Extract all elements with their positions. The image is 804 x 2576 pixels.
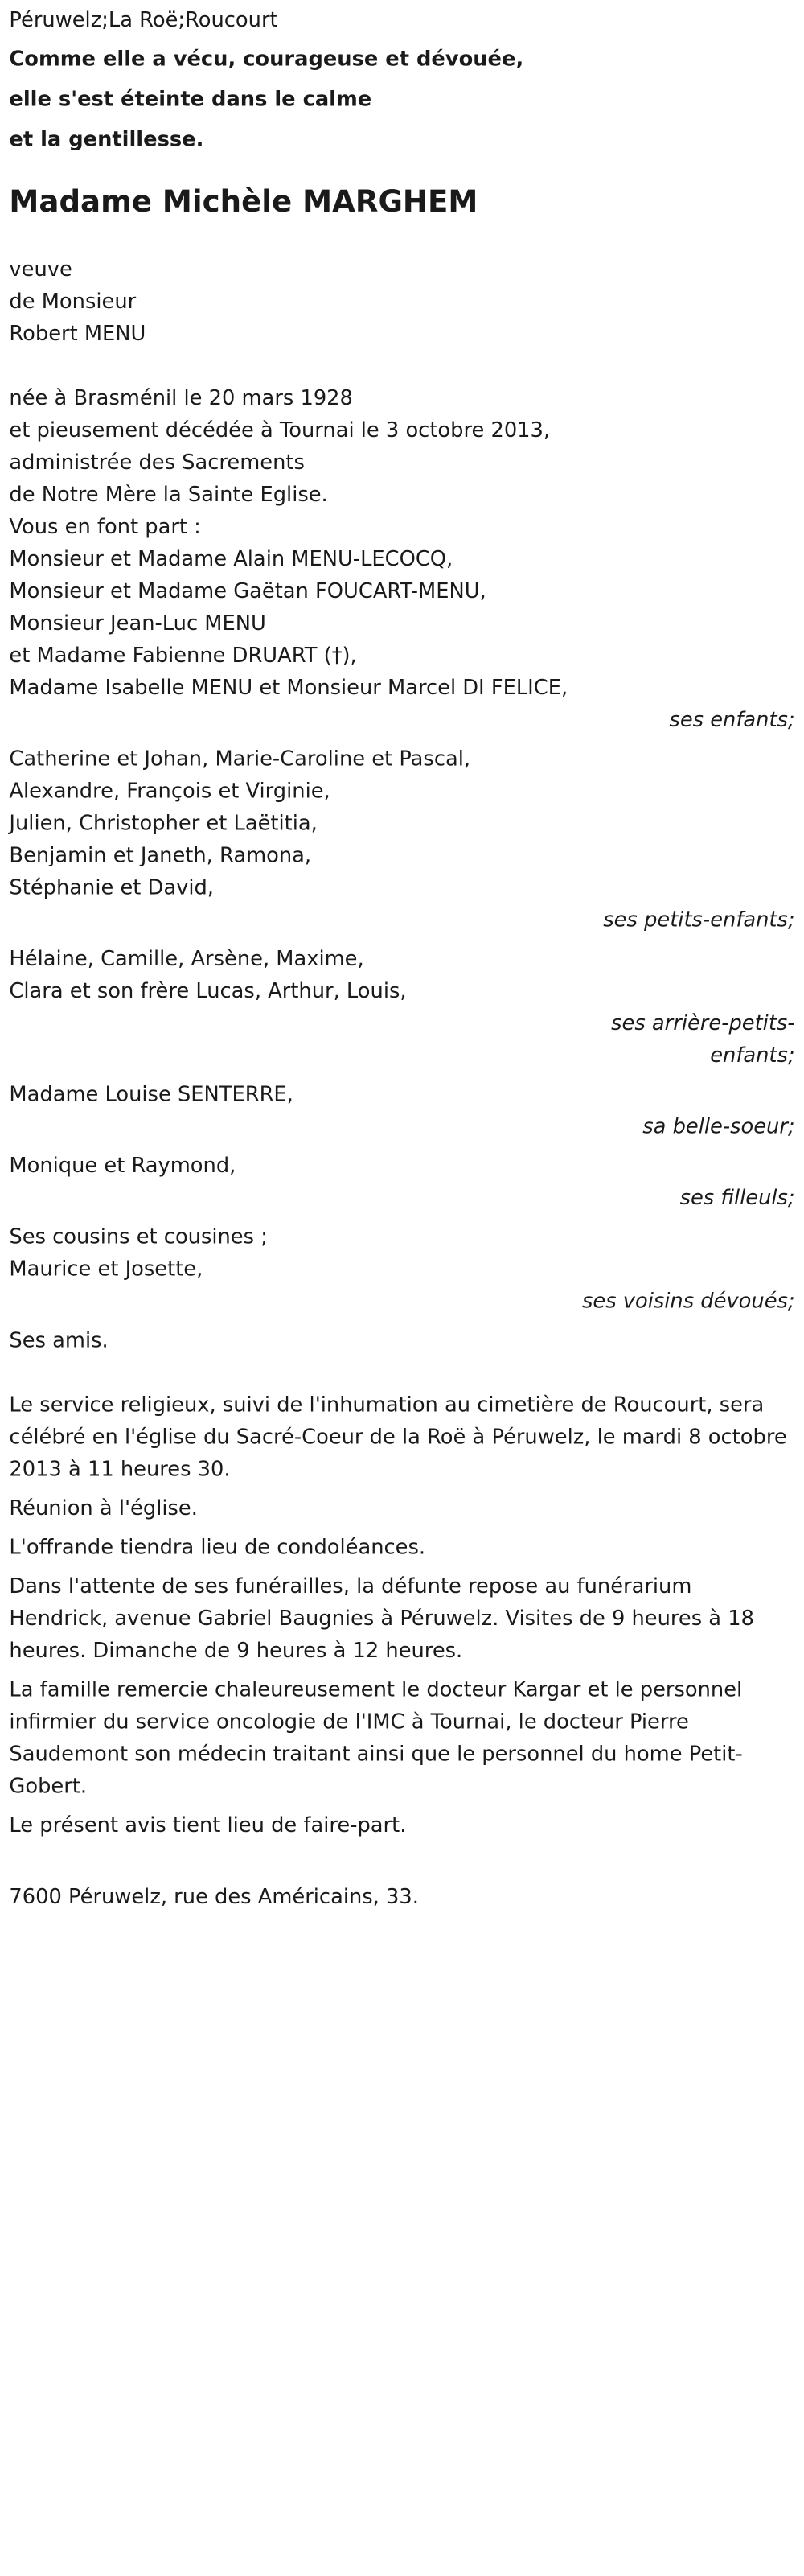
spouse-line: de Monsieur [9, 290, 137, 315]
family-name-line: Madame Isabelle MENU et Monsieur Marcel DI FELICE, [9, 676, 568, 701]
family-group-sister-in-law [9, 1079, 794, 1143]
family-name-line: Stéphanie et David, [9, 875, 214, 900]
family-role: ses arrière-petits- [611, 1011, 795, 1036]
family-name-line: Monsieur et Madame Gaëtan FOUCART-MENU, [9, 579, 486, 604]
family-name-line: Madame Louise SENTERRE, [9, 1082, 293, 1107]
detail-line: Vous en font part : [9, 515, 201, 540]
spouse-line: Robert MENU [9, 322, 146, 347]
info-paragraph: Dans l'attente de ses funérailles, la défunte repose au funérarium Hendrick, avenue Gabriel Baugnies à Péruwelz. Visites de 9 heures à 18 heures. Dimanche de 9 heures à 12 heures. [9, 1574, 754, 1664]
family-role: ses petits-enfants; [603, 907, 795, 932]
family-name-line: Monique et Raymond, [9, 1154, 236, 1179]
spouse-line: veuve [9, 257, 72, 282]
quote-line: Comme elle a vécu, courageuse et dévouée, [9, 47, 524, 72]
info-paragraph: L'offrande tiendra lieu de condoléances. [9, 1535, 426, 1560]
quote-line: et la gentillesse. [9, 127, 204, 152]
family-name-line: Monsieur Jean-Luc MENU [9, 611, 266, 636]
family-role: ses filleuls; [679, 1186, 795, 1211]
family-name-line: Catherine et Johan, Marie-Caroline et Pascal, [9, 747, 471, 772]
detail-line: de Notre Mère la Sainte Eglise. [9, 483, 328, 508]
quote-line: elle s'est éteinte dans le calme [9, 87, 372, 112]
service-info [9, 1389, 794, 1842]
info-paragraph: Le service religieux, suivi de l'inhumation au cimetière de Roucourt, sera célébré en l'église du Sacré-Coeur de la Roë à Péruwelz, le mardi 8 octobre 2013 à 11 heures 30. [9, 1393, 787, 1482]
family-name-line: Monsieur et Madame Alain MENU-LECOCQ, [9, 547, 453, 572]
epitaph-quote [9, 39, 794, 160]
family-name-line: Julien, Christopher et Laëtitia, [9, 811, 318, 836]
family-role: ses voisins dévoués; [582, 1289, 795, 1314]
info-paragraph: La famille remercie chaleureusement le docteur Kargar et le personnel infirmier du service oncologie de l'IMC à Tournai, le docteur Pierre Saudemont son médecin traitant ainsi que le personnel du home Petit-Gobert. [9, 1677, 743, 1799]
address-line: 7600 Péruwelz, rue des Américains, 33. [9, 1884, 419, 1909]
spouse-block [9, 254, 794, 351]
family-name-line: Benjamin et Janeth, Ramona, [9, 843, 312, 868]
family-name-line: Alexandre, François et Virginie, [9, 779, 330, 804]
family-name-line: Clara et son frère Lucas, Arthur, Louis, [9, 979, 407, 1004]
friends-line: Ses amis. [9, 1328, 109, 1353]
deceased-name: Madame Michèle MARGHEM [9, 185, 478, 220]
family-group-children [9, 544, 794, 737]
info-paragraph: Le présent avis tient lieu de faire-part. [9, 1813, 407, 1838]
family-name-line: et Madame Fabienne DRUART (†), [9, 644, 357, 669]
details-block [9, 383, 794, 544]
detail-line: et pieusement décédée à Tournai le 3 octobre 2013, [9, 418, 551, 443]
family-name-line: Hélaine, Camille, Arsène, Maxime, [9, 947, 364, 972]
location-header: Péruwelz;La Roë;Roucourt [9, 8, 278, 33]
info-paragraph: Réunion à l'église. [9, 1496, 198, 1521]
family-group-godchildren [9, 1150, 794, 1215]
family-role: enfants; [710, 1043, 795, 1068]
family-role: ses enfants; [669, 708, 795, 733]
family-group-great-grandchildren [9, 944, 794, 1072]
family-role: sa belle-soeur; [642, 1114, 795, 1139]
detail-line: née à Brasménil le 20 mars 1928 [9, 386, 353, 411]
family-group-grandchildren [9, 743, 794, 936]
family-name-line: Maurice et Josette, [9, 1257, 203, 1282]
family-group-neighbours [9, 1222, 794, 1319]
detail-line: administrée des Sacrements [9, 451, 305, 475]
family-name-line: Ses cousins et cousines ; [9, 1224, 268, 1249]
